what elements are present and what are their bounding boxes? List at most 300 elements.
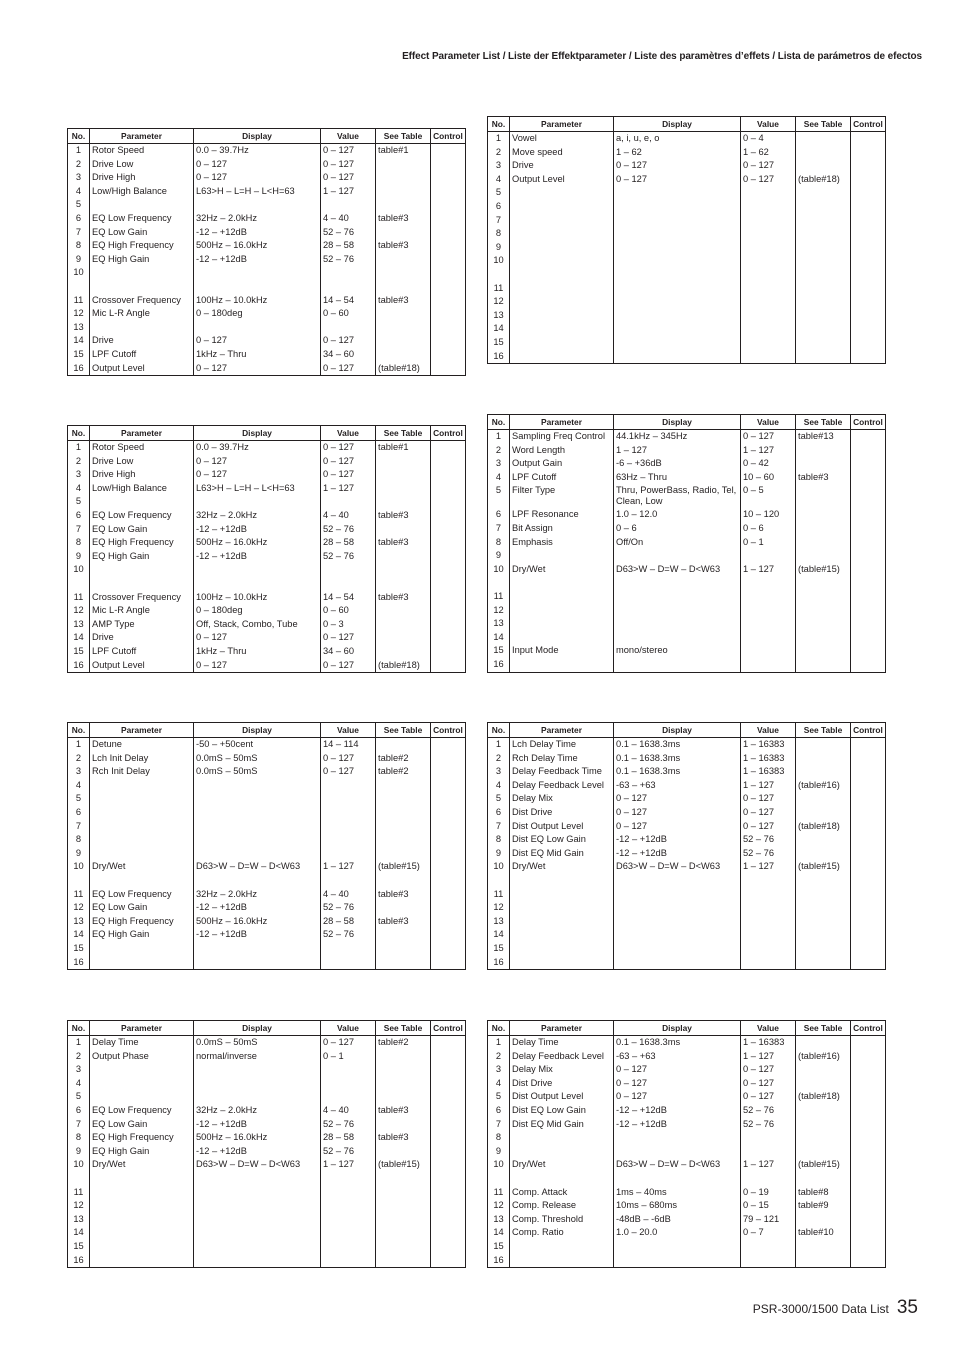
table-row	[68, 321, 466, 335]
row-number: 7	[68, 1118, 90, 1132]
table-row	[488, 457, 886, 471]
display-range	[194, 280, 321, 294]
parameter-name: Dist Output Level	[510, 820, 614, 834]
display-range	[194, 1254, 321, 1268]
value-range: 1 – 127	[321, 482, 376, 496]
row-number: 12	[488, 604, 510, 618]
column-header-control: Control	[851, 723, 886, 738]
value-range: 1 – 127	[321, 860, 376, 874]
row-number: 1	[68, 144, 90, 158]
row-number: 12	[68, 307, 90, 321]
column-header-see-table: See Table	[376, 426, 431, 441]
parameter-name	[90, 1199, 194, 1213]
display-range	[614, 322, 741, 336]
display-range	[614, 268, 741, 282]
control	[431, 631, 466, 645]
display-range: 0 – 127	[194, 334, 321, 348]
see-table-ref	[376, 577, 431, 591]
row-number: 5	[68, 1090, 90, 1104]
value-range: 34 – 60	[321, 348, 376, 362]
table-row	[68, 604, 466, 618]
parameter-name	[510, 1145, 614, 1159]
row-number: 6	[68, 212, 90, 226]
parameter-name	[90, 1077, 194, 1091]
control	[851, 322, 886, 336]
see-table-ref	[796, 295, 851, 309]
value-range: 0 – 127	[321, 455, 376, 469]
control	[851, 563, 886, 577]
see-table-ref: table#3	[376, 294, 431, 308]
row-number: 9	[488, 549, 510, 563]
value-range: 0 – 127	[321, 334, 376, 348]
display-range: 0.1 – 1638.3ms	[614, 752, 741, 766]
parameter-name: Drive High	[90, 171, 194, 185]
value-range: 0 – 127	[321, 362, 376, 376]
table-row	[68, 266, 466, 280]
table-row	[488, 1158, 886, 1172]
control	[851, 915, 886, 929]
control	[431, 915, 466, 929]
see-table-ref: table#3	[796, 471, 851, 485]
parameter-name	[510, 590, 614, 604]
value-range: 52 – 76	[321, 253, 376, 267]
value-range: 1 – 127	[321, 185, 376, 199]
parameter-name	[510, 214, 614, 228]
control	[851, 309, 886, 323]
row-number: 10	[68, 860, 90, 874]
row-number: 4	[488, 471, 510, 485]
table-header-row	[68, 723, 466, 738]
parameter-name: Comp. Release	[510, 1199, 614, 1213]
display-range: 100Hz – 10.0kHz	[194, 591, 321, 605]
display-range	[614, 241, 741, 255]
see-table-ref: table#1	[376, 441, 431, 455]
control	[431, 1172, 466, 1186]
column-header-see-table: See Table	[376, 1021, 431, 1036]
display-range: mono/stereo	[614, 644, 741, 658]
see-table-ref: table#10	[796, 1226, 851, 1240]
table-row	[68, 806, 466, 820]
see-table-ref: (table#18)	[796, 820, 851, 834]
parameter-name: Dist EQ Low Gain	[510, 1104, 614, 1118]
value-range: 52 – 76	[321, 550, 376, 564]
row-number: 11	[488, 590, 510, 604]
control	[851, 738, 886, 752]
table-row	[68, 185, 466, 199]
see-table-ref	[376, 901, 431, 915]
control	[431, 942, 466, 956]
display-range	[194, 1063, 321, 1077]
control	[851, 833, 886, 847]
display-range	[614, 1145, 741, 1159]
parameter-name	[90, 942, 194, 956]
display-range	[614, 617, 741, 631]
column-header-value: Value	[741, 723, 796, 738]
value-range	[741, 350, 796, 364]
value-range: 0 – 127	[741, 430, 796, 444]
control	[851, 1063, 886, 1077]
see-table-ref: table#3	[376, 212, 431, 226]
table-row	[488, 590, 886, 604]
parameter-name: Delay Feedback Time	[510, 765, 614, 779]
parameter-name	[90, 1063, 194, 1077]
control	[431, 348, 466, 362]
table-row	[68, 482, 466, 496]
row-number: 5	[488, 484, 510, 508]
see-table-ref	[376, 334, 431, 348]
see-table-ref: table#3	[376, 888, 431, 902]
see-table-ref	[376, 874, 431, 888]
table-row	[68, 362, 466, 376]
row-number: 9	[488, 241, 510, 255]
row-number: 3	[68, 171, 90, 185]
control	[851, 1131, 886, 1145]
parameter-name	[510, 322, 614, 336]
control	[851, 590, 886, 604]
display-range: 0 – 127	[614, 806, 741, 820]
table-row	[488, 942, 886, 956]
display-range: -12 – +12dB	[614, 847, 741, 861]
column-header-display: Display	[194, 426, 321, 441]
control	[851, 765, 886, 779]
table-row	[488, 1254, 886, 1268]
row-number	[488, 1172, 510, 1186]
control	[851, 1240, 886, 1254]
value-range: 0 – 42	[741, 457, 796, 471]
control	[431, 820, 466, 834]
column-header-parameter: Parameter	[510, 117, 614, 132]
parameter-name: Sampling Freq Control	[510, 430, 614, 444]
see-table-ref	[796, 1063, 851, 1077]
parameter-name	[510, 336, 614, 350]
value-range: 1 – 16383	[741, 752, 796, 766]
display-range	[614, 254, 741, 268]
control	[431, 928, 466, 942]
parameter-table	[67, 425, 466, 673]
parameter-name: EQ Low Gain	[90, 523, 194, 537]
display-range: normal/inverse	[194, 1050, 321, 1064]
value-range	[321, 792, 376, 806]
value-range	[741, 1240, 796, 1254]
parameter-name: LPF Cutoff	[510, 471, 614, 485]
control	[431, 604, 466, 618]
table-row	[68, 441, 466, 455]
row-number: 2	[68, 158, 90, 172]
display-range: 1kHz – Thru	[194, 645, 321, 659]
value-range: 0 – 60	[321, 604, 376, 618]
parameter-name: Crossover Frequency	[90, 294, 194, 308]
parameter-name: Crossover Frequency	[90, 591, 194, 605]
row-number: 2	[68, 1050, 90, 1064]
display-range: -63 – +63	[614, 1050, 741, 1064]
row-number: 13	[488, 309, 510, 323]
display-range: 1ms – 40ms	[614, 1186, 741, 1200]
control	[851, 549, 886, 563]
parameter-name	[510, 1240, 614, 1254]
see-table-ref: table#2	[376, 752, 431, 766]
see-table-ref: (table#16)	[796, 779, 851, 793]
parameter-table	[487, 116, 886, 364]
control	[851, 350, 886, 364]
see-table-ref	[376, 523, 431, 537]
parameter-name	[510, 576, 614, 590]
display-range	[614, 901, 741, 915]
see-table-ref	[796, 549, 851, 563]
table-row	[68, 307, 466, 321]
parameter-name: EQ Low Gain	[90, 901, 194, 915]
display-range: 32Hz – 2.0kHz	[194, 888, 321, 902]
display-range: 1.0 – 20.0	[614, 1226, 741, 1240]
table-row	[68, 226, 466, 240]
control	[431, 1186, 466, 1200]
row-number: 2	[68, 752, 90, 766]
row-number: 5	[488, 1090, 510, 1104]
column-header-no: No.	[68, 129, 90, 144]
parameter-name: Dist EQ Mid Gain	[510, 847, 614, 861]
control	[431, 1050, 466, 1064]
table-row	[68, 171, 466, 185]
see-table-ref	[796, 874, 851, 888]
value-range: 0 – 127	[321, 441, 376, 455]
row-number: 3	[68, 1063, 90, 1077]
row-number: 9	[488, 847, 510, 861]
table-row	[488, 928, 886, 942]
see-table-ref: (table#18)	[796, 173, 851, 187]
display-range: -12 – +12dB	[614, 833, 741, 847]
table-row	[68, 738, 466, 752]
table-row	[488, 309, 886, 323]
control	[851, 282, 886, 296]
see-table-ref	[376, 468, 431, 482]
display-range	[614, 658, 741, 672]
table-row	[488, 792, 886, 806]
column-header-no: No.	[488, 1021, 510, 1036]
value-range: 0 – 1	[321, 1050, 376, 1064]
row-number: 10	[68, 563, 90, 577]
table-row	[488, 186, 886, 200]
column-header-see-table: See Table	[376, 129, 431, 144]
parameter-name	[90, 779, 194, 793]
row-number: 9	[68, 847, 90, 861]
display-range	[194, 1240, 321, 1254]
table-row	[488, 860, 886, 874]
control	[851, 254, 886, 268]
column-header-no: No.	[68, 1021, 90, 1036]
table-row	[68, 1077, 466, 1091]
see-table-ref: table#3	[376, 591, 431, 605]
control	[851, 806, 886, 820]
row-number: 16	[488, 350, 510, 364]
parameter-name: Delay Mix	[510, 1063, 614, 1077]
parameter-name	[90, 833, 194, 847]
value-range: 1 – 127	[741, 563, 796, 577]
display-range: 0.0 – 39.7Hz	[194, 441, 321, 455]
parameter-name	[90, 792, 194, 806]
control	[851, 1199, 886, 1213]
parameter-name	[510, 309, 614, 323]
table-row	[68, 1090, 466, 1104]
page-header-title: Effect Parameter List / Liste der Effektparameter / Liste des paramètres d’effets / Lista de parámetros de efectos	[402, 51, 922, 62]
display-range: 0 – 180deg	[194, 307, 321, 321]
column-header-display: Display	[614, 117, 741, 132]
see-table-ref	[796, 915, 851, 929]
control	[851, 457, 886, 471]
value-range: 0 – 127	[321, 171, 376, 185]
value-range	[321, 198, 376, 212]
control	[431, 752, 466, 766]
value-range: 4 – 40	[321, 1104, 376, 1118]
see-table-ref	[796, 214, 851, 228]
row-number: 14	[488, 1226, 510, 1240]
row-number: 13	[488, 1213, 510, 1227]
row-number: 6	[488, 508, 510, 522]
control	[431, 888, 466, 902]
table-row	[68, 1036, 466, 1050]
control	[431, 468, 466, 482]
control	[851, 1077, 886, 1091]
table-row	[488, 241, 886, 255]
display-range: D63>W – D=W – D<W63	[614, 563, 741, 577]
display-range: 0 – 127	[194, 362, 321, 376]
see-table-ref	[796, 268, 851, 282]
see-table-ref: table#8	[796, 1186, 851, 1200]
value-range: 0 – 127	[741, 173, 796, 187]
display-range: 0 – 127	[614, 1063, 741, 1077]
parameter-name: Detune	[90, 738, 194, 752]
parameter-name	[510, 1254, 614, 1268]
control	[851, 874, 886, 888]
parameter-name	[90, 198, 194, 212]
display-range: 0.0mS – 50mS	[194, 752, 321, 766]
control	[851, 901, 886, 915]
parameter-name: Delay Feedback Level	[510, 779, 614, 793]
value-range	[321, 577, 376, 591]
display-range: 32Hz – 2.0kHz	[194, 1104, 321, 1118]
row-number: 11	[68, 888, 90, 902]
table-row	[68, 645, 466, 659]
row-number: 14	[68, 334, 90, 348]
table-row	[488, 132, 886, 146]
table-row	[68, 659, 466, 673]
row-number: 14	[68, 1226, 90, 1240]
row-number: 7	[68, 820, 90, 834]
control	[851, 792, 886, 806]
value-range	[321, 956, 376, 970]
see-table-ref: table#3	[376, 509, 431, 523]
value-range: 10 – 60	[741, 471, 796, 485]
parameter-name: LPF Resonance	[510, 508, 614, 522]
control	[431, 362, 466, 376]
row-number: 16	[68, 1254, 90, 1268]
parameter-name: Bit Assign	[510, 522, 614, 536]
table-row	[68, 455, 466, 469]
value-range: 0 – 127	[741, 1090, 796, 1104]
row-number: 12	[68, 1199, 90, 1213]
parameter-name	[90, 266, 194, 280]
column-header-value: Value	[741, 1021, 796, 1036]
see-table-ref	[796, 1213, 851, 1227]
control	[851, 336, 886, 350]
column-header-control: Control	[431, 1021, 466, 1036]
control	[851, 779, 886, 793]
parameter-name: LPF Cutoff	[90, 348, 194, 362]
column-header-control: Control	[851, 1021, 886, 1036]
row-number: 1	[68, 738, 90, 752]
row-number: 10	[68, 1158, 90, 1172]
parameter-name	[510, 604, 614, 618]
parameter-name	[510, 1131, 614, 1145]
row-number: 10	[68, 266, 90, 280]
see-table-ref	[796, 738, 851, 752]
table-row	[488, 738, 886, 752]
display-range: 0.0mS – 50mS	[194, 1036, 321, 1050]
table-row	[488, 444, 886, 458]
see-table-ref	[376, 1118, 431, 1132]
display-range	[614, 200, 741, 214]
value-range	[321, 563, 376, 577]
display-range: -48dB – -6dB	[614, 1213, 741, 1227]
display-range	[614, 186, 741, 200]
display-range: 0 – 127	[194, 631, 321, 645]
value-range: 14 – 114	[321, 738, 376, 752]
row-number: 8	[488, 536, 510, 550]
value-range	[741, 928, 796, 942]
control	[851, 644, 886, 658]
display-range	[194, 1186, 321, 1200]
row-number: 5	[488, 186, 510, 200]
row-number: 7	[68, 226, 90, 240]
control	[851, 576, 886, 590]
parameter-name: Dry/Wet	[90, 860, 194, 874]
value-range	[321, 1077, 376, 1091]
control	[851, 1158, 886, 1172]
see-table-ref	[796, 1036, 851, 1050]
control	[431, 563, 466, 577]
parameter-name: Low/High Balance	[90, 482, 194, 496]
see-table-ref	[376, 171, 431, 185]
display-range: D63>W – D=W – D<W63	[614, 1158, 741, 1172]
see-table-ref	[796, 1254, 851, 1268]
control	[851, 508, 886, 522]
parameter-name	[90, 1186, 194, 1200]
display-range: 0 – 127	[614, 820, 741, 834]
value-range	[321, 1240, 376, 1254]
control	[431, 1063, 466, 1077]
value-range	[741, 1172, 796, 1186]
row-number: 15	[488, 942, 510, 956]
see-table-ref	[376, 198, 431, 212]
table-row	[488, 254, 886, 268]
parameter-name: Rch Delay Time	[510, 752, 614, 766]
parameter-name: Word Length	[510, 444, 614, 458]
value-range: 0 – 127	[741, 820, 796, 834]
parameter-name: Dist EQ Mid Gain	[510, 1118, 614, 1132]
parameter-name	[510, 254, 614, 268]
control	[431, 1036, 466, 1050]
control	[851, 214, 886, 228]
value-range	[321, 1063, 376, 1077]
table-row	[488, 350, 886, 364]
row-number: 4	[488, 779, 510, 793]
see-table-ref	[796, 631, 851, 645]
see-table-ref	[376, 645, 431, 659]
value-range	[741, 915, 796, 929]
column-header-value: Value	[741, 117, 796, 132]
column-header-control: Control	[851, 415, 886, 430]
table-row	[68, 1158, 466, 1172]
row-number: 8	[488, 833, 510, 847]
see-table-ref	[796, 350, 851, 364]
